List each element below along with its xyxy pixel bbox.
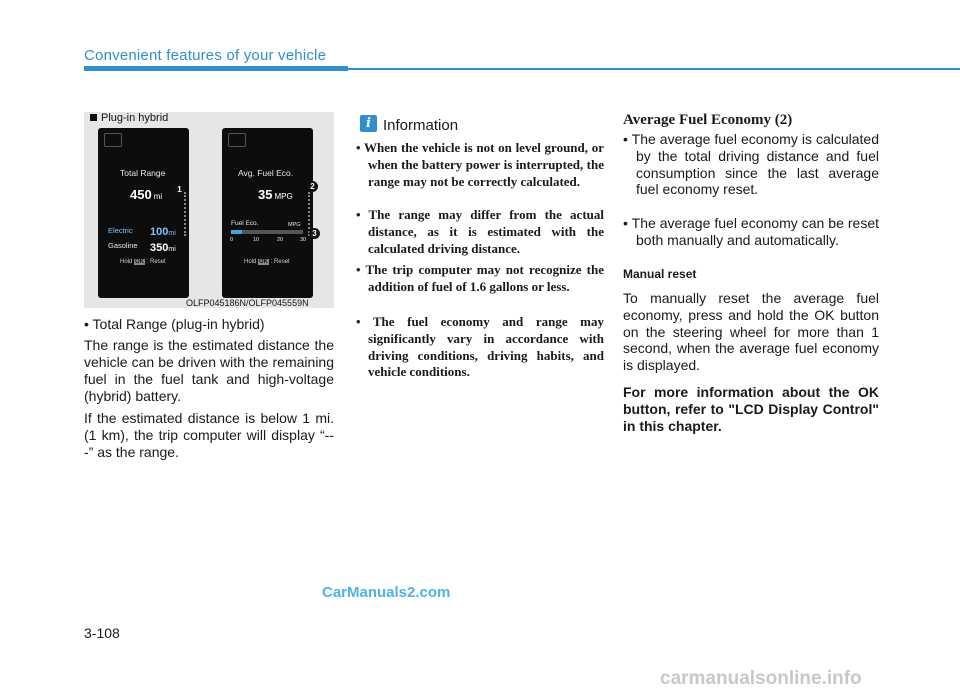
information-icon: i xyxy=(360,115,377,132)
range-description: The range is the estimated distance the vehicle can be driven with the remaining fuel in the fuel tank and high-voltage (hybrid) battery. xyxy=(84,337,334,404)
reset-hint: Hold OK : Reset xyxy=(244,259,290,265)
screen-scroll-dots xyxy=(184,192,188,236)
header-rule-accent xyxy=(84,66,348,71)
gasoline-readout: 350mi xyxy=(150,242,176,254)
total-range-bullet: • Total Range (plug-in hybrid) xyxy=(84,316,265,332)
electric-readout: 100mi xyxy=(150,226,176,238)
info-bullet-level-ground: • When the vehicle is not on level ground, or when the battery power is interrupted, the range may not be correctly calculated. xyxy=(356,140,604,189)
information-title: Information xyxy=(383,117,459,134)
callout-2: 2 xyxy=(307,181,318,192)
section-header-title: Convenient features of your vehicle xyxy=(84,47,327,64)
fuel-pump-icon xyxy=(228,133,246,147)
manual-reset-subheading: Manual reset xyxy=(623,267,697,281)
electric-label: Electric xyxy=(108,226,133,235)
figure-caption: OLFP045186N/OLFP045559N xyxy=(186,298,309,308)
total-range-title: Total Range xyxy=(120,168,166,178)
lcd-screen-total-range xyxy=(98,128,189,298)
avg-fuel-eco-title: Avg. Fuel Eco. xyxy=(238,168,294,178)
square-bullet-icon xyxy=(90,114,97,121)
fuel-eco-bar-fill xyxy=(231,230,242,234)
avg-fuel-eco-readout: 35 MPG xyxy=(258,187,293,202)
watermark-carmanuals2[interactable]: CarManuals2.com xyxy=(322,584,451,601)
info-bullet-variation: • The fuel economy and range may significantly vary in accordance with driving conditions, driving habits, and vehicle conditions. xyxy=(356,314,604,380)
tick-20: 20 xyxy=(277,237,284,243)
callout-3: 3 xyxy=(309,228,320,239)
fuel-eco-bar-unit: MPG xyxy=(288,222,301,228)
avg-fuel-economy-heading: Average Fuel Economy (2) xyxy=(623,112,793,128)
car-battery-icon xyxy=(104,133,122,147)
header-rule xyxy=(348,68,960,70)
figure-label: Plug-in hybrid xyxy=(90,112,168,124)
tick-0: 0 xyxy=(230,237,234,243)
range-low-note: If the estimated distance is below 1 mi. (1 km), the trip computer will display “---” as the range. xyxy=(84,410,334,460)
gasoline-label: Gasoline xyxy=(108,241,138,250)
info-bullet-fuel-addition: • The trip computer may not recognize the addition of fuel of 1.6 gallons or less. xyxy=(356,262,604,294)
reset-hint: Hold OK : Reset xyxy=(120,259,166,265)
ok-button-reference-note: For more information about the OK button, refer to "LCD Display Control" in this chapter. xyxy=(623,384,879,434)
tick-10: 10 xyxy=(253,237,260,243)
avg-fuel-bullet-calc: • The average fuel economy is calculated by the total driving distance and fuel consumption since the last average fuel economy reset. xyxy=(623,131,879,198)
fuel-eco-bar-track xyxy=(231,230,303,234)
total-range-readout: 450 mi xyxy=(130,187,163,202)
tick-30: 30 xyxy=(300,237,307,243)
page-number: 3-108 xyxy=(84,625,120,641)
callout-1: 1 xyxy=(174,184,185,195)
manual-reset-description: To manually reset the average fuel economy, press and hold the OK button on the steering wheel for more than 1 second, when the average fuel economy is displayed. xyxy=(623,290,879,374)
lcd-screen-avg-fuel-economy xyxy=(222,128,313,298)
info-bullet-range-differ: • The range may differ from the actual distance, as it is estimated with the calculated driving distance. xyxy=(356,207,604,256)
fuel-eco-bar-label: Fuel Eco. xyxy=(231,220,259,227)
watermark-carmanualsonline[interactable]: carmanualsonline.info xyxy=(660,668,862,689)
avg-fuel-bullet-reset: • The average fuel economy can be reset both manually and automatically. xyxy=(623,215,879,248)
